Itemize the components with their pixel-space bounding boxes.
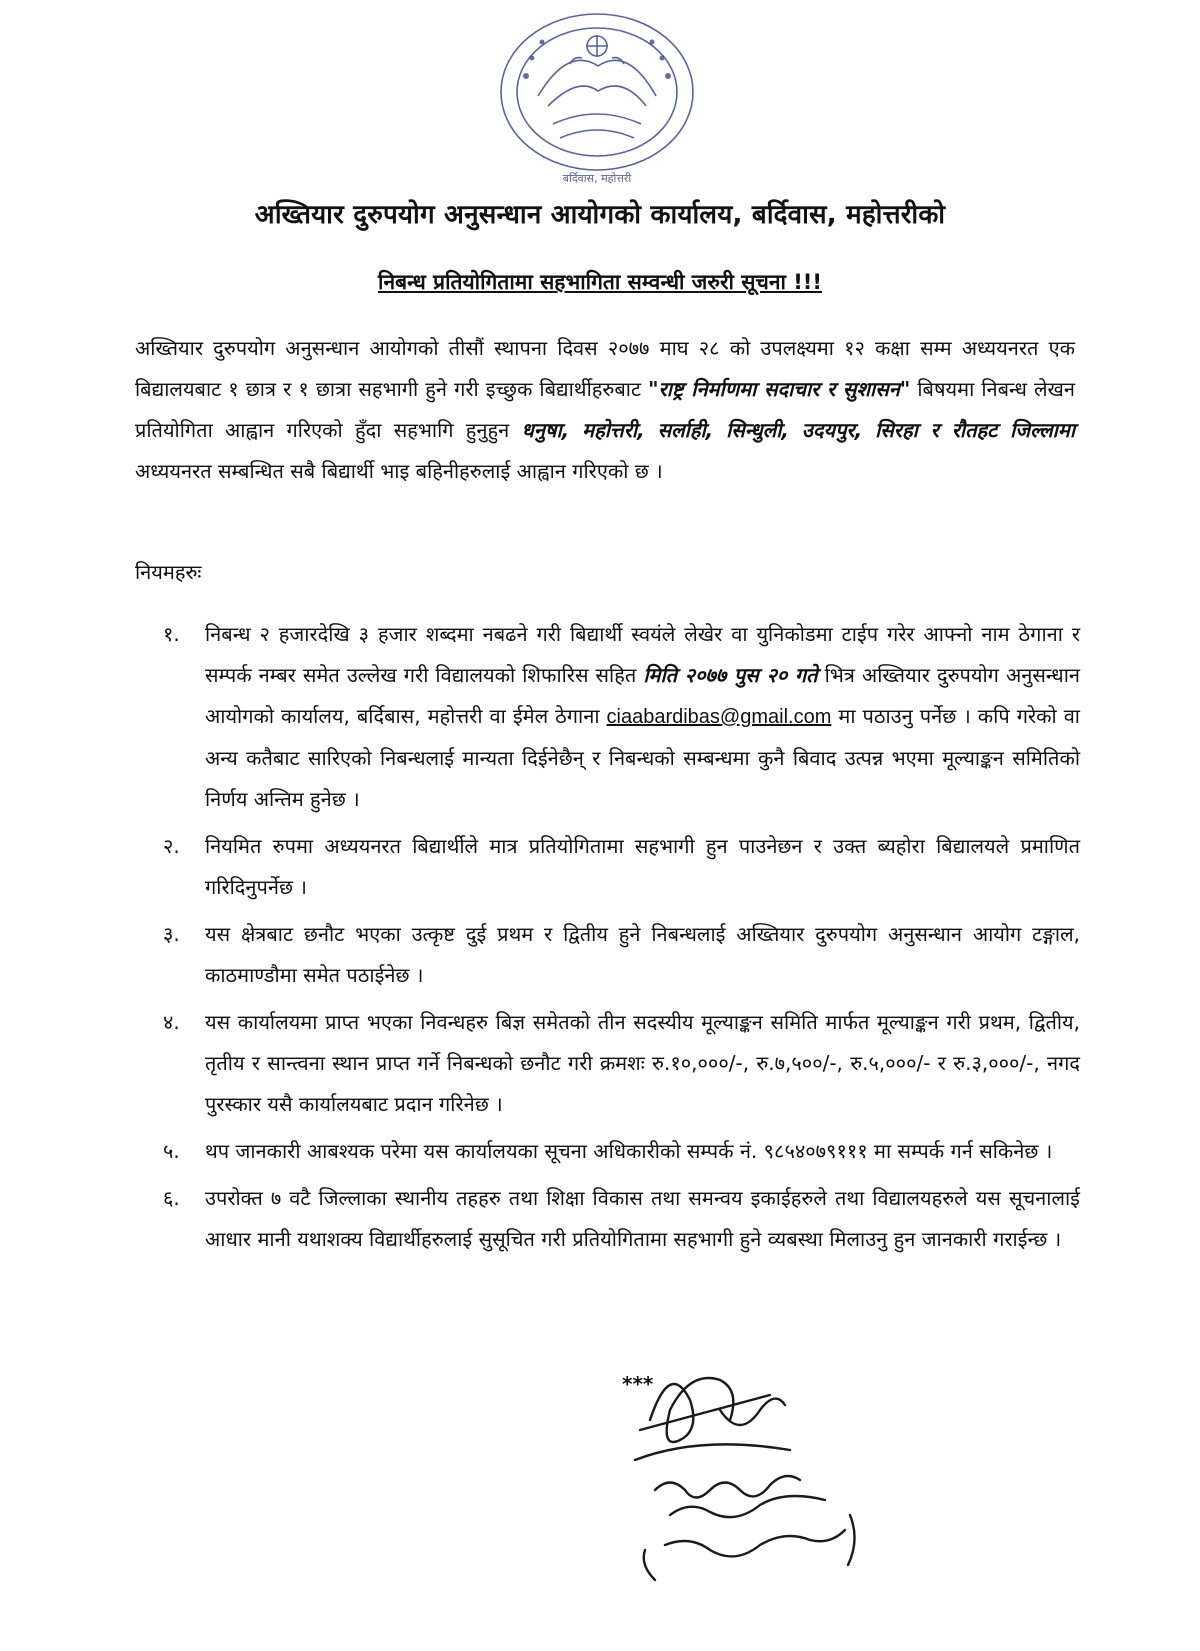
intro-text-2: बिषयमा निबन्ध लेखन प्रतियोगिता आह्वान गरिएको हुँदा सहभागि हुनुहुन (135, 377, 1075, 442)
intro-paragraph (135, 328, 1075, 492)
rule-number: ६. (163, 1186, 180, 1210)
rules-heading: नियमहरुः (135, 560, 202, 584)
district-list: धनुषा, महोत्तरी, सर्लाही, सिन्धुली, उदयपुर, सिरहा र रौतहट जिल्लामा (521, 418, 1075, 442)
rule-text: निबन्ध २ हजारदेखि ३ हजार शब्दमा नबढने गरी बिद्यार्थी स्वयंले लेखेर वा युनिकोडमा टाईप गरेर आफ्नो नाम ठेगाना र सम्पर्क नम्बर समेत उल्लेख गरी विद्यालयको शिफारिस सहित (205, 622, 1080, 687)
rule-number: २. (163, 834, 180, 858)
rules-list (135, 614, 1080, 1266)
email-link[interactable]: ciaabardibas@gmail.com (606, 706, 832, 728)
submission-deadline: मिति २०७७ पुस २० गते (643, 663, 818, 687)
rule-number: ४. (163, 1010, 180, 1034)
handwritten-signature (610, 1340, 910, 1640)
rule-item (135, 614, 1080, 820)
rule-item (135, 914, 1080, 996)
rule-item (135, 1002, 1080, 1125)
essay-topic: "राष्ट्र निर्माणमा सदाचार र सुशासन" (648, 377, 911, 401)
closing-mark: *** (622, 1372, 654, 1396)
rule-text: थप जानकारी आबश्यक परेमा यस कार्यालयका सूचना अधिकारीको सम्पर्क नं. ९८५४०७९१११ मा सम्पर्क गर्न सकिनेछ । (205, 1139, 1053, 1163)
rule-text: भित्र अख्तियार दुरुपयोग अनुसन्धान आयोगको कार्यालय, बर्दिबास, महोत्तरी वा ईमेल ठेगाना (205, 663, 1081, 728)
rule-text: यस कार्यालयमा प्राप्त भएका निवन्धहरु बिज्ञ समेतको तीन सदस्यीय मूल्याङ्कन समिति मार्फत मूल्याङ्कन गरी प्रथम, द्वितीय, तृतीय र सान्त्वना स्थान प्राप्त गर्ने निबन्धको छनौट गरी क्रमशः रु.१०,०००/-, रु.७,५००/-, रु.५,०००/- र रु.३,०००/-, नगद पुरस्कार यसै कार्यालयबाट प्रदान गरिनेछ । (205, 1010, 1080, 1116)
rule-text: नियमित रुपमा अध्ययनरत बिद्यार्थीले मात्र प्रतियोगितामा सहभागी हुन पाउनेछन र उक्त ब्यहोरा बिद्यालयले प्रमाणित गरिदिनुपर्नेछ । (205, 834, 1080, 899)
rule-item (135, 1178, 1080, 1260)
office-heading: अख्तियार दुरुपयोग अनुसन्धान आयोगको कार्यालय, बर्दिवास, महोत्तरीको (254, 200, 946, 230)
intro-text-1: अख्तियार दुरुपयोग अनुसन्धान आयोगको तीसौं स्थापना दिवस २०७७ माघ २८ को उपलक्ष्यमा १२ कक्षा सम्म अध्ययनरत एक बिद्यालयबाट १ छात्र र १ छात्रा सहभागी हुने गरी इच्छुक बिद्यार्थीहरुबाट (135, 336, 1075, 401)
rule-item (135, 826, 1080, 908)
rule-number: ५. (163, 1139, 180, 1163)
rule-number: ३. (163, 922, 180, 946)
intro-text-3: अध्ययनरत सम्बन्धित सबै बिद्यार्थी भाइ बहिनीहरुलाई आह्वान गरिएको छ । (135, 459, 663, 483)
svg-text:बर्दिवास, महोत्तरी: बर्दिवास, महोत्तरी (562, 172, 632, 185)
rule-text: उपरोक्त ७ वटै जिल्लाका स्थानीय तहहरु तथा शिक्षा विकास तथा समन्वय इकाईहरुले तथा विद्यालयहरुले यस सूचनालाई आधार मानी यथाशक्य विद्यार्थीहरुलाई सुसूचित गरी प्रतियोगितामा सहभागी हुने व्यबस्था मिलाउनु हुन जानकारी गराईन्छ । (205, 1186, 1080, 1251)
notice-title: निबन्ध प्रतियोगितामा सहभागिता सम्वन्धी जरुरी सूचना !!! (378, 270, 822, 294)
rule-text: यस क्षेत्रबाट छनौट भएका उत्कृष्ट दुई प्रथम र द्वितीय हुने निबन्धलाई अख्तियार दुरुपयोग अनुसन्धान आयोग टङ्गाल, काठमाण्डौमा समेत पठाईनेछ । (205, 922, 1080, 987)
rule-item (135, 1131, 1080, 1172)
rule-text: मा पठाउनु पर्नेछ । कपि गरेको वा अन्य कतैबाट सारिएको निबन्धलाई मान्यता दिईनेछैन् र निबन्धको सम्बन्धमा कुनै बिवाद उत्पन्न भएमा मूल्याङ्कन समितिको निर्णय अन्तिम हुनेछ । (205, 704, 1080, 811)
rule-number: १. (163, 622, 180, 646)
office-seal (478, 6, 716, 201)
